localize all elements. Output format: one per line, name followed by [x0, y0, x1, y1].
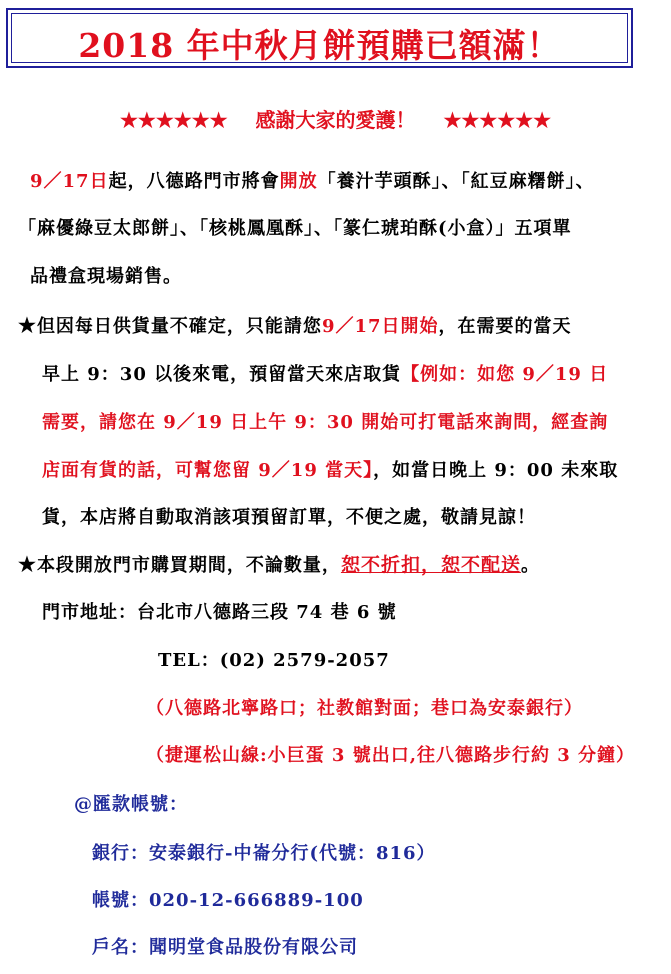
- open-date: 9／17日: [30, 171, 109, 192]
- para2-date: 9／17日開始: [321, 316, 439, 337]
- para1-line2: 「麻優綠豆太郎餅」、「核桃鳳凰酥」、「篆仁琥珀酥(小盒）」五項單: [18, 218, 572, 239]
- remit-bank: 銀行：安泰銀行-中崙分行(代號：816）: [92, 843, 436, 864]
- para2-text2: ，在需要的當天: [438, 316, 572, 337]
- para2-line2: [42, 360, 608, 386]
- para2-text4: ，如當日晚上 9：00 未來取: [373, 460, 619, 481]
- para2-line5: 貨，本店將自動取消該項預留訂單，不便之處，敬請見諒！: [42, 507, 536, 528]
- para1-text1: 起，八德路門市將會: [108, 171, 280, 192]
- para1-line1: [30, 167, 595, 193]
- star-icon: ★: [18, 552, 37, 576]
- store-tel: TEL：(02) 2579-2057: [158, 650, 390, 671]
- para3-end: 。: [520, 555, 540, 576]
- para1-text2: 「養汁芋頭酥」、「紅豆麻糬餅」、: [317, 171, 595, 192]
- para2-text1: 但因每日供貨量不確定，只能請您: [36, 316, 322, 337]
- stars-left: ★★★★★★: [119, 108, 228, 132]
- remit-name: 戶名：聞明堂食品股份有限公司: [92, 937, 358, 958]
- para3-line: [18, 550, 540, 577]
- para1-line3: 品禮盒現場銷售。: [30, 266, 182, 287]
- para2-line4: [42, 456, 618, 482]
- remit-title: @匯款帳號：: [74, 794, 188, 815]
- para2-example-end: 店面有貨的話，可幫您留 9／19 當天】: [42, 460, 374, 481]
- title-box: [6, 8, 633, 68]
- store-address: 門市地址：台北市八德路三段 74 巷 6 號: [42, 602, 397, 623]
- open-word: 開放: [279, 171, 318, 192]
- thanks-banner: [0, 104, 671, 133]
- remit-account: 帳號：020-12-666889-100: [92, 890, 364, 911]
- thanks-text: 感謝大家的愛護！: [255, 108, 416, 132]
- star-icon: ★: [18, 313, 37, 337]
- store-mrt-note: （捷運松山線:小巨蛋 3 號出口,往八德路步行約 3 分鐘）: [146, 745, 636, 766]
- no-discount-text: 恕不折扣，恕不配送: [340, 554, 521, 576]
- para2-example-start: 【例如：如您 9／19 日: [401, 364, 609, 385]
- para2-line3: 需要，請您在 9／19 日上午 9：30 開始可打電話來詢問，經查詢: [42, 412, 609, 433]
- para2-line1: [18, 312, 572, 338]
- para3-text: 本段開放門市購買期間，不論數量，: [36, 555, 341, 576]
- stars-right: ★★★★★★: [443, 108, 552, 132]
- page-title: 2018 年中秋月餅預購已額滿！: [78, 26, 561, 65]
- store-location-note: （八德路北寧路口；社教館對面；巷口為安泰銀行）: [146, 698, 583, 719]
- para2-text3: 早上 9：30 以後來電，預留當天來店取貨: [42, 364, 402, 385]
